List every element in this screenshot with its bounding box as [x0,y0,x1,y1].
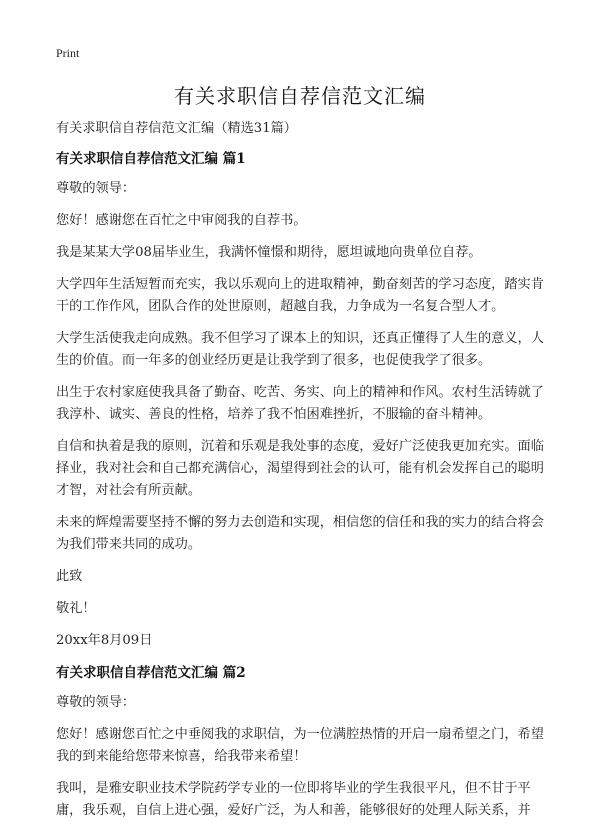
paragraph: 大学生活使我走向成熟。我不但学习了课本上的知识，还真正懂得了人生的意义，人生的价值。而一年多的创业经历更是让我学到了很多，也促使我学了很多。 [56,331,544,368]
salutation: 尊敬的领导： [56,695,136,710]
section-heading: 有关求职信自荐信范文汇编 篇2 [56,665,246,681]
paragraph: 我叫，是雅安职业技术学院药学专业的一位即将毕业的学生我很平凡，但不甘于平庸，我乐观，自信上进心强，爱好广泛，为人和善，能够很好的处理人际关系，并 [56,781,531,818]
print-link[interactable]: Print [56,46,80,60]
document-title: 有关求职信自荐信范文汇编 [174,84,426,108]
salutation: 尊敬的领导： [56,181,136,196]
intro-line: 有关求职信自荐信范文汇编（精选31篇） [56,121,297,136]
date: 20xx年8月09日 [56,633,153,648]
paragraph: 您好！感谢您百忙之中垂阅我的求职信，为一位满腔热情的开启一扇希望之门，希望我的到来能给您带来惊喜，给我带来希望！ [56,727,544,764]
paragraph: 自信和执着是我的原则，沉着和乐观是我处事的态度，爱好广泛使我更加充实。面临择业，我对社会和自己都充满信心，渴望得到社会的认可，能有机会发挥自己的聪明才智，对社会有所贡献。 [56,439,544,498]
paragraph: 我是某某大学08届毕业生，我满怀憧憬和期待，愿坦诚地向贵单位自荐。 [56,245,482,260]
section-2 [56,662,556,822]
paragraph: 出生于农村家庭使我具备了勤奋、吃苦、务实、向上的精神和作风。农村生活铸就了我淳朴、诚实、善良的性格，培养了我不怕困难挫折，不服输的奋斗精神。 [56,385,544,422]
paragraph: 未来的辉煌需要坚持不懈的努力去创造和实现，相信您的信任和我的实力的结合将会为我们带来共同的成功。 [56,515,544,552]
closing: 此致 [56,569,83,584]
closing: 敬礼！ [56,601,96,616]
section-1 [56,148,556,652]
document-body [56,118,556,832]
section-heading: 有关求职信自荐信范文汇编 篇1 [56,151,246,167]
paragraph: 大学四年生活短暂而充实，我以乐观向上的进取精神，勤奋刻苦的学习态度，踏实肯干的工作作风，团队合作的处世原则，超越自我，力争成为一名复合型人才。 [56,277,544,314]
paragraph: 您好！感谢您在百忙之中审阅我的自荐书。 [56,213,307,228]
